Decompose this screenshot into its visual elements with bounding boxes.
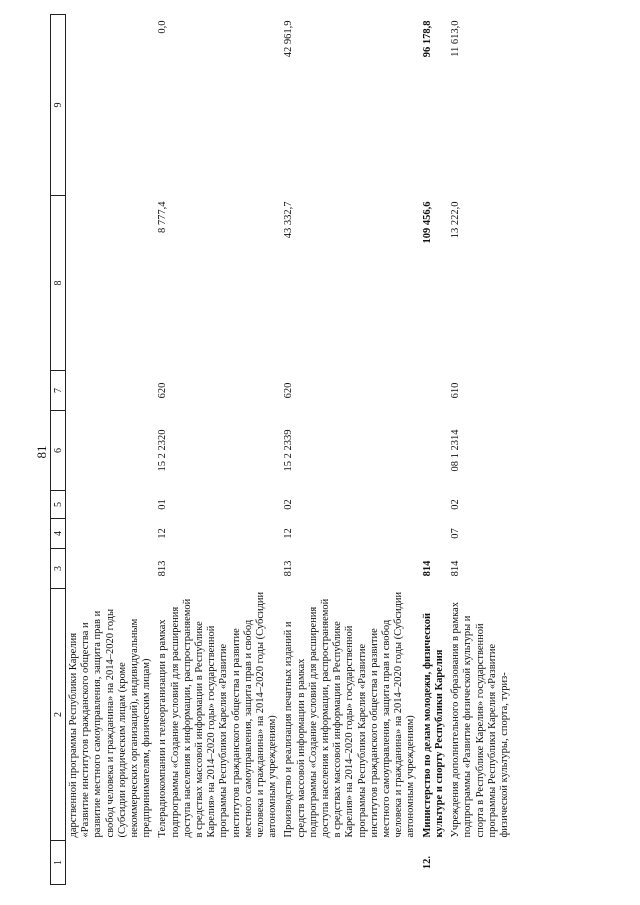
amount-2017-cell (66, 15, 156, 196)
row-name-cell: Учреждения дополнительного образования в рамках подпрограммы «Развитие физической культуры и спорта в Республике Карелия» государственной программы Республики Карелия «Развитие физической культуры, спорта, туриз- (450, 602, 510, 838)
code-expense-type-cell (66, 371, 156, 411)
row-number-cell (66, 841, 156, 885)
amount-2017-cell: 96 178,8 (421, 20, 433, 58)
code-subsection-cell: 01 (157, 499, 169, 510)
code-target-cell (66, 411, 156, 491)
row-name-cell: дарственной программы Республики Карелия «Развитие институтов гражданского общества и развитие местного самоуправления, защита прав и свобод человека и гражданина» на 2014–2020 годы (Субсидии юридическим лицам (кроме некоммерческих организаций), индивидуальным предпринимателям, физическим лицам) (68, 608, 153, 838)
code-section-cell: 12 (157, 528, 169, 539)
code-expense-type-cell: 610 (450, 382, 462, 399)
rotated-table-canvas (50, 15, 630, 885)
header-cell: 4 (51, 519, 66, 549)
code-subsection-cell (420, 491, 448, 519)
code-ministry-cell (66, 549, 156, 589)
code-expense-type-cell: 620 (157, 382, 169, 399)
code-ministry-cell: 814 (421, 560, 433, 577)
amount-2017-cell: 11 613,0 (450, 20, 462, 57)
row-number-cell (448, 841, 513, 885)
row-name-cell: Производство и реализация печатных изданий и средств массовой информации в рамках подпрограммы «Создание условий для расширения доступа населения к информации, распространяемой в средствах массовой информации в Республике Карелия» на 2014–2020 годы» государственной программы Республики Карелия «Развитие институтов гражданского общества и развитие местного самоуправления, защита прав и свобод человека и гражданина» на 2014–2020 годы (Субсидии автономным учреждениям) (283, 591, 417, 838)
code-expense-type-cell: 620 (283, 382, 295, 399)
page-number: 81 (34, 445, 49, 459)
code-target-cell: 15 2 2339 (283, 429, 295, 472)
code-ministry-cell: 813 (157, 560, 169, 577)
amount-2016-cell: 8 777,4 (157, 201, 169, 233)
amount-2016-cell: 13 222,0 (450, 201, 462, 239)
budget-table (50, 14, 513, 885)
header-cell: 6 (51, 411, 66, 491)
header-cell: 8 (51, 196, 66, 371)
code-target-cell: 15 2 2320 (157, 429, 169, 472)
header-cell: 3 (51, 549, 66, 589)
amount-2017-cell: 0,0 (157, 20, 169, 34)
code-subsection-cell: 02 (283, 499, 295, 510)
row-number-cell (155, 841, 281, 885)
code-expense-type-cell (420, 371, 448, 411)
code-subsection-cell: 02 (450, 499, 462, 510)
table-row (420, 15, 448, 885)
header-cell: 2 (51, 589, 66, 841)
header-cell: 5 (51, 491, 66, 519)
code-ministry-cell: 814 (450, 560, 462, 577)
row-number-cell (281, 841, 419, 885)
header-cell: 7 (51, 371, 66, 411)
table-row (66, 15, 156, 885)
row-number-cell: 12. (421, 855, 433, 870)
table-row (155, 15, 281, 885)
code-section-cell (66, 519, 156, 549)
code-section-cell: 12 (283, 528, 295, 539)
row-name-cell: Министерство по делам молодежи, физической культуре и спорту Республики Карелия (421, 613, 445, 838)
amount-2017-cell: 42 961,9 (283, 20, 295, 58)
code-target-cell: 08 1 2314 (450, 429, 462, 472)
code-section-cell (420, 519, 448, 549)
amount-2016-cell: 43 332,7 (283, 201, 295, 239)
row-name-cell: Телерадиокомпании и телеорганизации в рамках подпрограммы «Создание условий для расширения доступа населения к информации, распространяемой в средствах массовой информации в Республике Карелия» на 2014–2020 годы» государственной программы Республики Карелия «Развитие институтов гражданского общества и развитие местного самоуправления, защита прав и свобод человека и гражданина» на 2014–2020 годы (Субсидии автономным учреждениям) (157, 591, 279, 838)
amount-2016-cell: 109 456,6 (421, 201, 433, 244)
header-row (51, 15, 66, 885)
header-cell: 9 (51, 15, 66, 196)
code-target-cell (420, 411, 448, 491)
header-cell: 1 (51, 841, 66, 885)
code-section-cell: 07 (450, 528, 462, 539)
code-subsection-cell (66, 491, 156, 519)
code-ministry-cell: 813 (283, 560, 295, 577)
table-body (66, 15, 514, 885)
table-row (448, 15, 513, 885)
table-row (281, 15, 419, 885)
amount-2016-cell (66, 196, 156, 371)
